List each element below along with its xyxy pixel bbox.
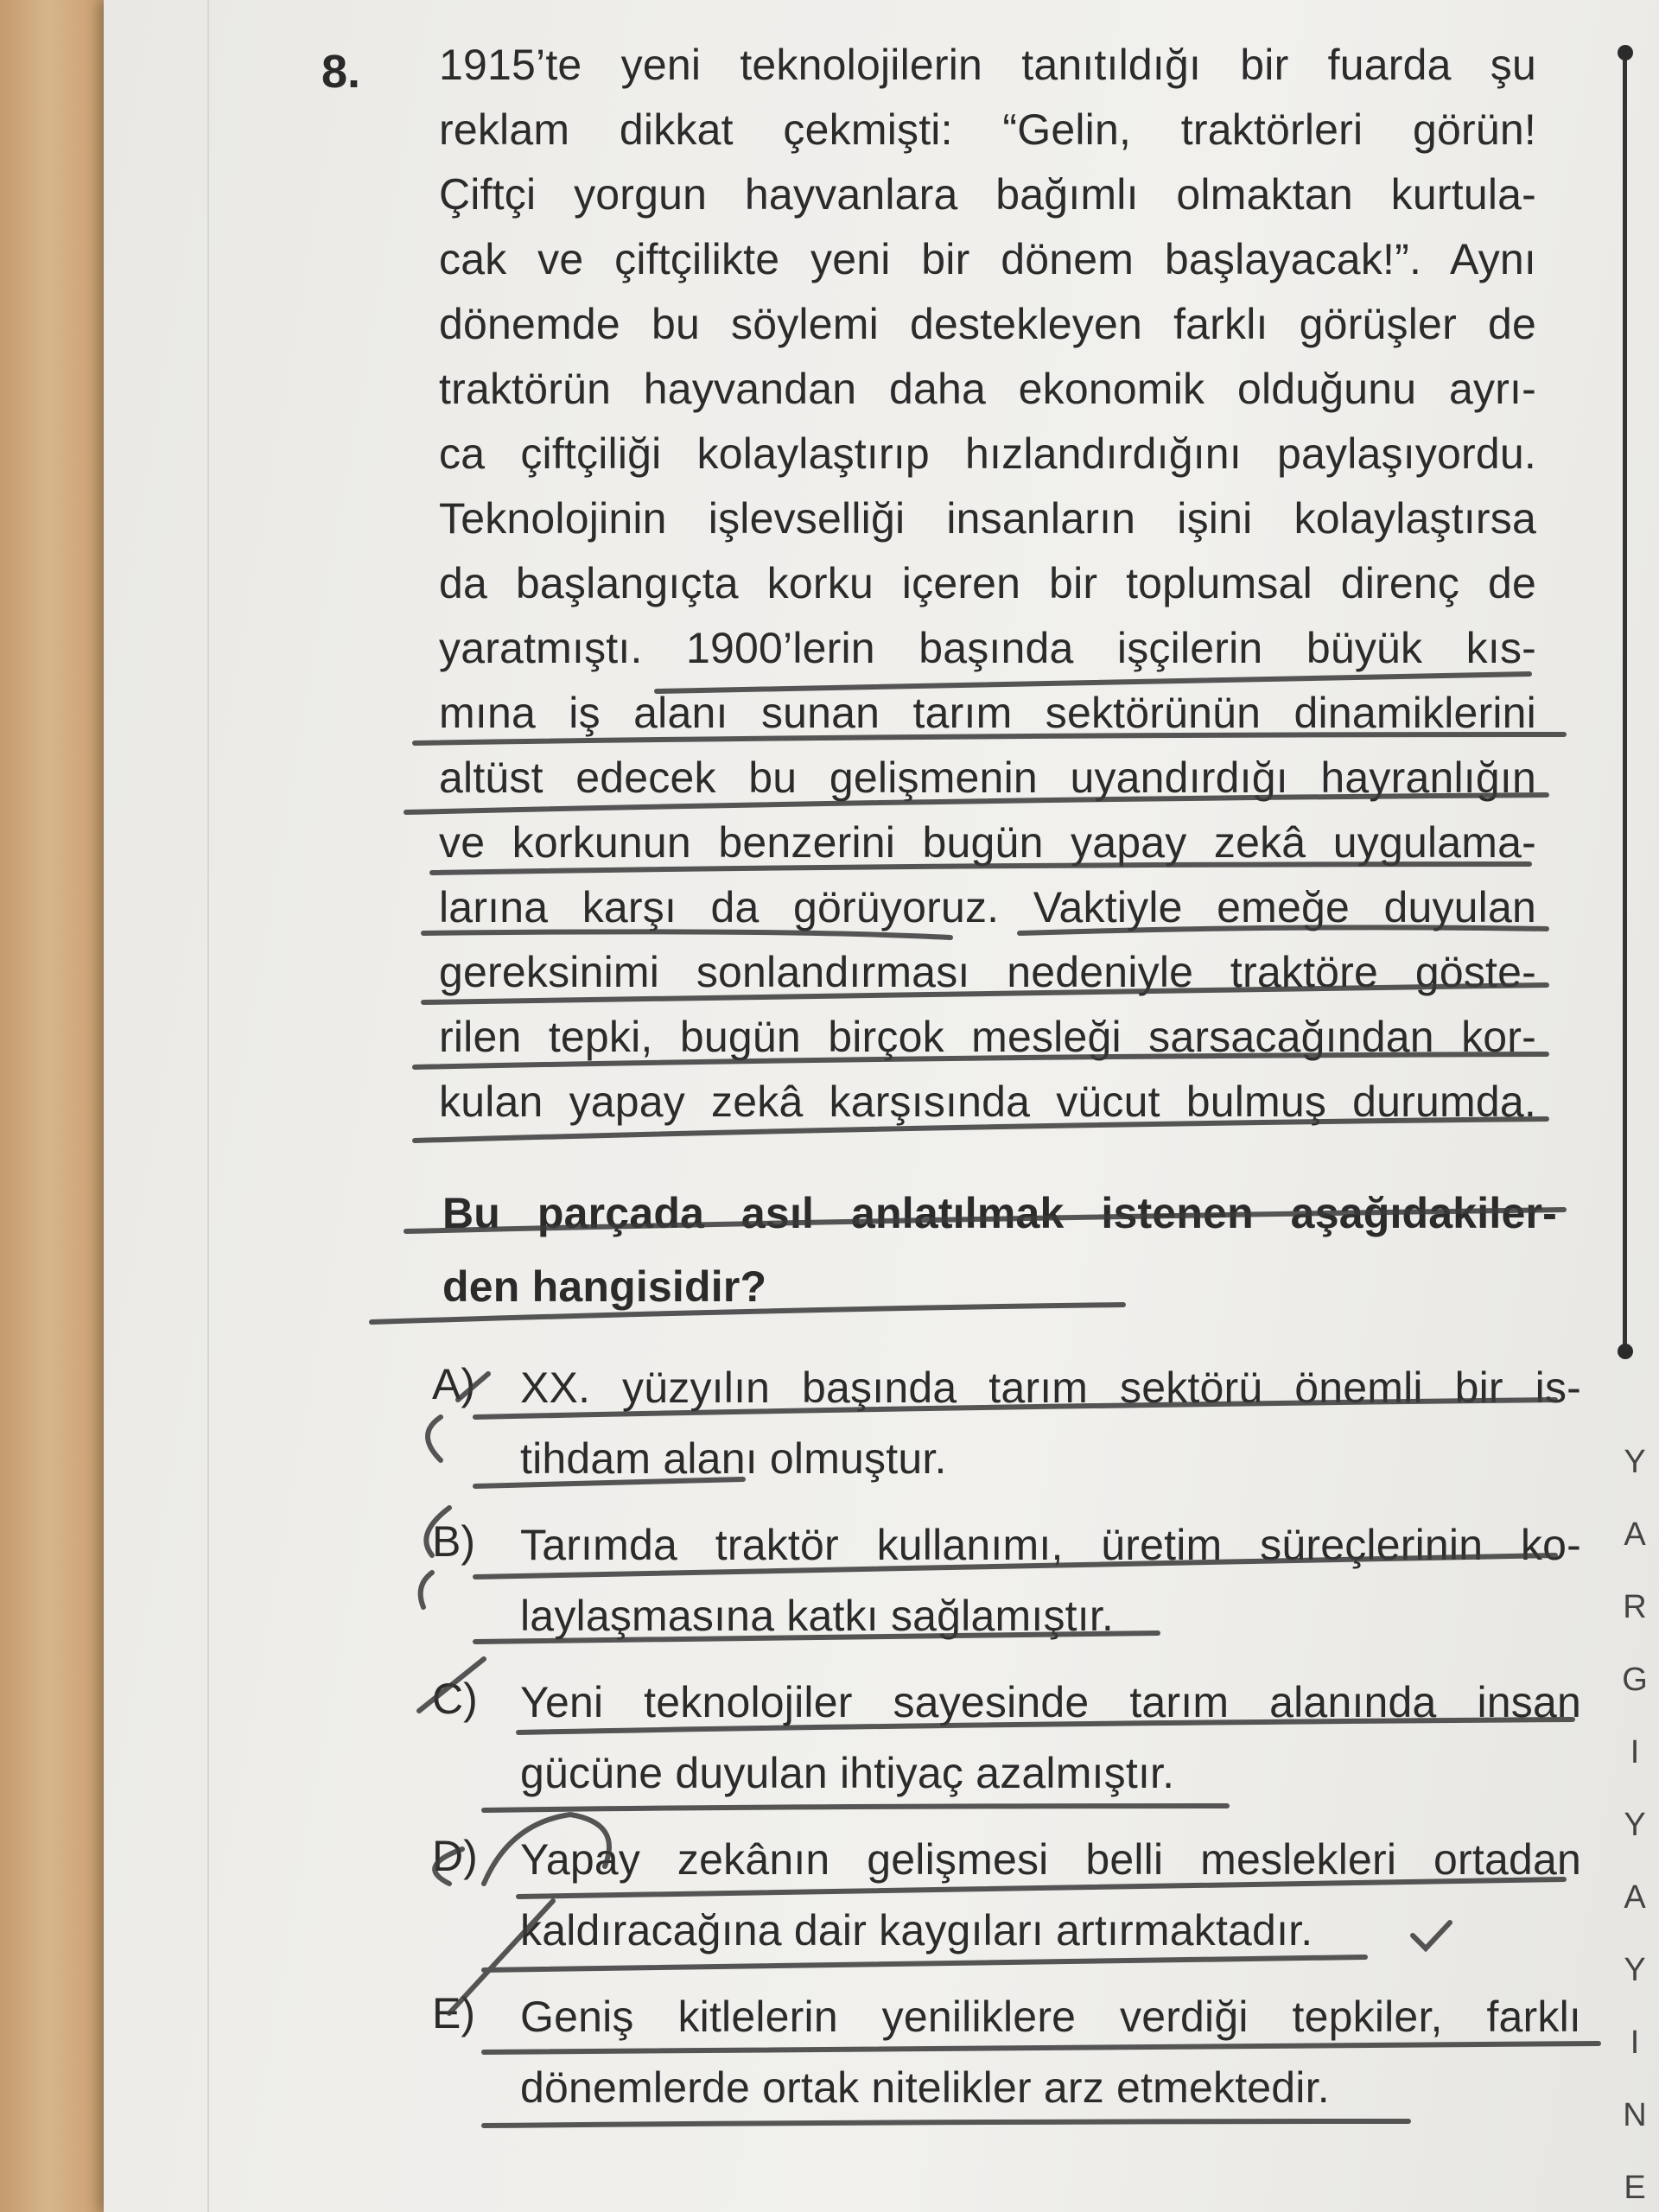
rule-bottom-dot: [1618, 1344, 1633, 1359]
passage-line: rilen tepki, bugün birçok mesleği sarsacağından kor-: [439, 1013, 1536, 1061]
passage-line: larına karşı da görüyoruz. Vaktiyle emeğe duyulan: [439, 883, 1536, 931]
option-b[interactable]: [432, 1510, 1581, 1651]
passage-line: reklam dikkat çekmişti: “Gelin, traktörleri görün!: [439, 105, 1536, 154]
side-letter: G: [1622, 1662, 1648, 1698]
option-c[interactable]: [432, 1667, 1581, 1808]
option-text: dönemlerde ortak nitelikler arz etmektedir.: [520, 2063, 1330, 2112]
option-letter: D): [432, 1832, 478, 1880]
vertical-rule: [1623, 52, 1627, 1352]
passage-line: Teknolojinin işlevselliği insanların işini kolaylaştırsa: [439, 494, 1536, 543]
option-letter: E): [432, 1989, 475, 2037]
option-d[interactable]: [432, 1824, 1581, 1966]
side-letter: A: [1624, 1879, 1646, 1916]
passage-line: dönemde bu söylemi destekleyen farklı görüşler de: [439, 300, 1536, 348]
side-letter: Y: [1624, 1952, 1646, 1988]
option-text: laylaşmasına katkı sağlamıştır.: [520, 1592, 1115, 1640]
option-text: XX. yüzyılın başında tarım sektörü önemli bir is-: [520, 1363, 1581, 1412]
side-letter: Y: [1624, 1444, 1646, 1480]
rule-top-dot: [1618, 45, 1633, 60]
passage-line: altüst edecek bu gelişmenin uyandırdığı hayranlığın: [439, 753, 1536, 802]
side-letter: A: [1624, 1516, 1646, 1553]
passage-line: traktörün hayvandan daha ekonomik olduğunu ayrı-: [439, 365, 1536, 413]
publisher-side-text: [1609, 1426, 1659, 2212]
option-letter: C): [432, 1675, 478, 1723]
question-line: Bu parçada asıl anlatılmak istenen aşağıdakiler-: [442, 1189, 1557, 1237]
question-stem: [442, 1177, 1557, 1324]
question-line: den hangisidir?: [442, 1262, 767, 1311]
option-text: Tarımda traktör kullanımı, üretim süreçlerinin ko-: [520, 1521, 1581, 1569]
passage-line: yaratmıştı. 1900’lerin başında işçilerin büyük kıs-: [439, 624, 1536, 672]
wooden-table-background: [0, 0, 121, 2212]
option-letter: B): [432, 1517, 475, 1566]
option-a[interactable]: [432, 1352, 1581, 1494]
passage-line: ve korkunun benzerini bugün yapay zekâ uygulama-: [439, 818, 1536, 867]
passage-line: kulan yapay zekâ karşısında vücut bulmuş durumda.: [439, 1077, 1536, 1126]
option-text: Geniş kitlelerin yeniliklere verdiği tepkiler, farklı: [520, 1993, 1581, 2041]
side-letter: N: [1623, 2097, 1647, 2133]
answer-options: [432, 1352, 1581, 2139]
side-letter: Y: [1624, 1807, 1646, 1843]
passage-line: cak ve çiftçilikte yeni bir dönem başlayacak!”. Aynı: [439, 235, 1536, 283]
side-letter: I: [1630, 1734, 1640, 1770]
question-number: 8.: [321, 46, 361, 98]
side-letter: R: [1623, 1589, 1647, 1625]
side-letter: E: [1624, 2170, 1646, 2206]
option-text: gücüne duyulan ihtiyaç azalmıştır.: [520, 1749, 1175, 1797]
passage-text: [439, 33, 1536, 1135]
option-text: tihdam alanı olmuştur.: [520, 1434, 947, 1483]
option-text: kaldıracağına dair kaygıları artırmaktadır.: [520, 1906, 1313, 1955]
passage-line: gereksinimi sonlandırması nedeniyle traktöre göste-: [439, 948, 1536, 996]
page-margin-line: [207, 0, 209, 2212]
passage-line: 1915’te yeni teknolojilerin tanıtıldığı bir fuarda şu: [439, 41, 1536, 89]
passage-line: Çiftçi yorgun hayvanlara bağımlı olmaktan kurtula-: [439, 170, 1536, 219]
passage-line: ca çiftçiliği kolaylaştırıp hızlandırdığını paylaşıyordu.: [439, 429, 1536, 478]
option-text: Yapay zekânın gelişmesi belli meslekleri ortadan: [520, 1835, 1581, 1884]
passage-line: mına iş alanı sunan tarım sektörünün dinamiklerini: [439, 689, 1536, 737]
side-letter: I: [1630, 2024, 1640, 2061]
passage-line: da başlangıçta korku içeren bir toplumsal direnç de: [439, 559, 1536, 607]
option-text: Yeni teknolojiler sayesinde tarım alanında insan: [520, 1678, 1581, 1726]
option-e[interactable]: [432, 1981, 1581, 2123]
option-letter: A): [432, 1360, 475, 1408]
